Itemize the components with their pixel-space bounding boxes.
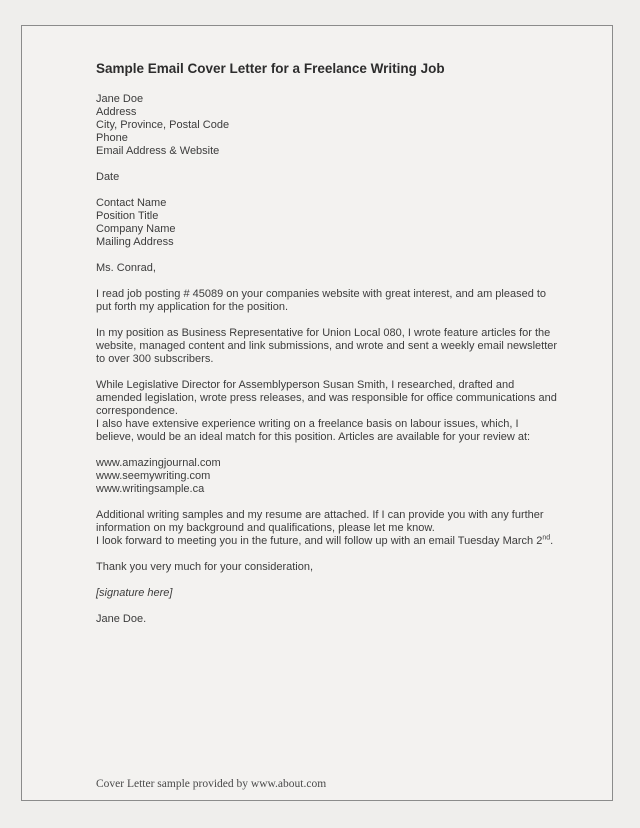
- closing-line: Thank you very much for your consideration,: [96, 561, 314, 573]
- sender-city-line: City, Province, Postal Code: [96, 119, 230, 131]
- recipient-company-name: Company Name: [96, 223, 176, 235]
- sender-phone: Phone: [96, 132, 128, 144]
- letter-page: [21, 25, 613, 801]
- ordinal-suffix: nd: [542, 534, 551, 542]
- paragraph-followup-sentence-2: [96, 535, 558, 548]
- signature-placeholder: [signature here]: [96, 587, 173, 599]
- paragraph-legislative-sentence-2: I also have extensive experience writing on a freelance basis on labour issues, which, I believe, would be an ideal match for this position. Articles are available for your review at:: [96, 418, 531, 443]
- recipient-position-title: Position Title: [96, 210, 159, 222]
- link-text-seemywriting: www.seemywriting.com: [96, 470, 211, 482]
- followup-period: .: [550, 535, 554, 547]
- followup-date-text: I look forward to meeting you in the future, and will follow up with an email Tuesday March 2: [96, 535, 543, 547]
- recipient-mailing-address: Mailing Address: [96, 236, 174, 248]
- signature-name: Jane Doe.: [96, 613, 147, 625]
- paragraph-legislative-sentence-1: While Legislative Director for Assemblyperson Susan Smith, I researched, drafted and amended legislation, wrote press releases, and was responsible for office communications and correspondence.: [96, 379, 557, 417]
- salutation: Ms. Conrad,: [96, 262, 156, 274]
- link-text-amazingjournal: www.amazingjournal.com: [96, 457, 221, 469]
- paragraph-followup: [96, 509, 558, 548]
- paragraph-followup-sentence-1: Additional writing samples and my resume are attached. If I can provide you with any further information on my background and qualifications, please let me know.: [96, 509, 544, 534]
- writing-sample-links: [96, 457, 558, 496]
- date-line: Date: [96, 171, 120, 183]
- sender-name: Jane Doe: [96, 93, 144, 105]
- sender-address: Address: [96, 106, 137, 118]
- recipient-block: [96, 197, 558, 249]
- paragraph-intro: I read job posting # 45089 on your companies website with great interest, and am pleased to put forth my application for the position.: [96, 288, 547, 313]
- letter-content: [22, 26, 614, 626]
- recipient-contact-name: Contact Name: [96, 197, 167, 209]
- sender-email-website: Email Address & Website: [96, 145, 220, 157]
- footer-credit: Cover Letter sample provided by www.about.com: [96, 778, 327, 790]
- paragraph-experience: In my position as Business Representative for Union Local 080, I wrote feature articles for the website, managed content and link submissions, and wrote and sent a weekly email newsletter to over 300 subscribers.: [96, 327, 558, 365]
- link-text-writingsample: www.writingsample.ca: [96, 483, 205, 495]
- page-title: Sample Email Cover Letter for a Freelance Writing Job: [96, 61, 445, 76]
- paragraph-legislative: [96, 379, 558, 444]
- sender-block: [96, 93, 558, 158]
